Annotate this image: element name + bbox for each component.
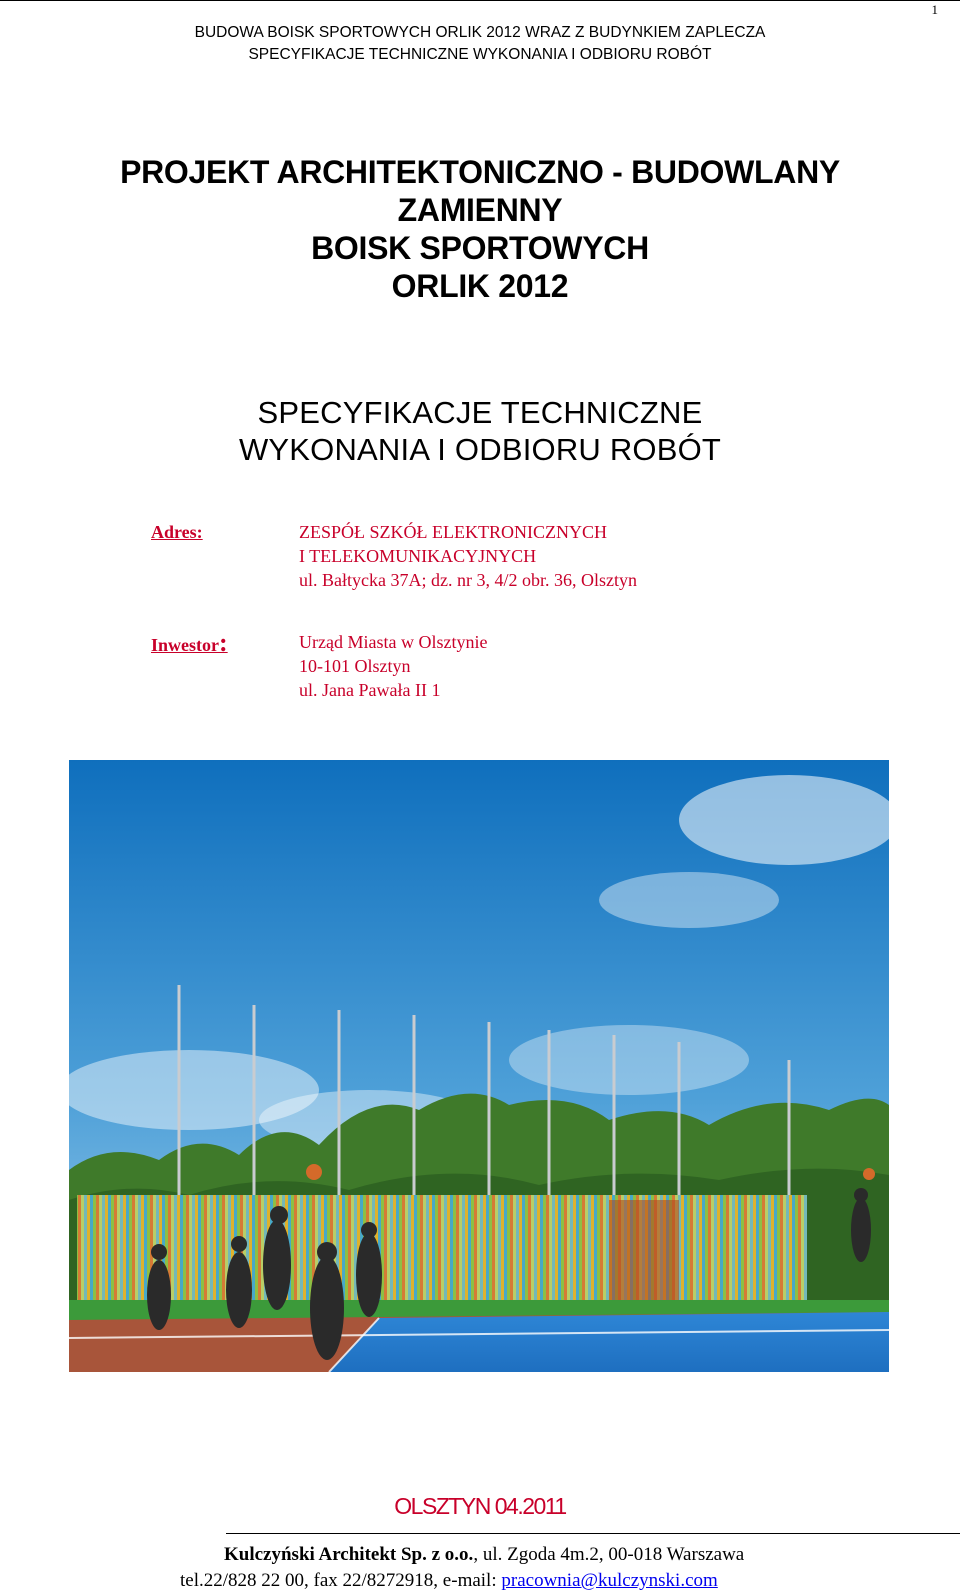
spec-title — [0, 394, 960, 468]
top-rule — [0, 0, 960, 1]
address-line-3: ul. Bałtycka 37A; dz. nr 3, 4/2 obr. 36, Olsztyn — [299, 570, 637, 590]
address-line-1: ZESPÓŁ SZKÓŁ ELEKTRONICZNYCH — [299, 522, 607, 542]
header-line-1: BUDOWA BOISK SPORTOWYCH ORLIK 2012 WRAZ Z BUDYNKIEM ZAPLECZA — [194, 24, 766, 41]
title-line-4: ORLIK 2012 — [391, 268, 569, 304]
city-date: OLSZTYN 04.2011 — [394, 1493, 566, 1519]
investor-label-text: Inwestor — [151, 635, 219, 655]
investor-label-colon: : — [219, 628, 228, 657]
investor-value — [299, 630, 487, 702]
header-line-2: SPECYFIKACJE TECHNICZNE WYKONANIA I ODBIORU ROBÓT — [248, 46, 712, 63]
title-line-3: BOISK SPORTOWYCH — [311, 230, 649, 266]
investor-line-3: ul. Jana Pawała II 1 — [299, 680, 441, 700]
address-value — [299, 520, 637, 592]
document-title — [0, 153, 960, 305]
page-number: 1 — [931, 2, 938, 17]
footer-company-name: Kulczyński Architekt Sp. z o.o. — [224, 1544, 474, 1565]
spec-line-1: SPECYFIKACJE TECHNICZNE — [257, 395, 703, 430]
sports-field-render-image — [69, 760, 889, 1372]
investor-line-2: 10-101 Olsztyn — [299, 656, 411, 676]
address-label: Adres: — [151, 522, 203, 542]
address-line-2: I TELEKOMUNIKACYJNYCH — [299, 546, 537, 566]
footer-email-link[interactable]: pracownia@kulczynski.com — [501, 1570, 718, 1591]
running-header — [0, 22, 960, 66]
footer-contact-text: tel.22/828 22 00, fax 22/8272918, e-mail: — [180, 1570, 502, 1591]
investor-line-1: Urząd Miasta w Olsztynie — [299, 632, 488, 652]
footer-company-address: , ul. Zgoda 4m.2, 00-018 Warszawa — [473, 1544, 745, 1565]
spec-line-2: WYKONANIA I ODBIORU ROBÓT — [238, 432, 722, 467]
title-line-2: ZAMIENNY — [397, 192, 563, 228]
footer-rule — [226, 1533, 960, 1534]
investor-label — [151, 628, 228, 658]
title-line-1: PROJEKT ARCHITEKTONICZNO - BUDOWLANY — [120, 154, 840, 190]
footer-company — [224, 1544, 744, 1566]
footer-contact — [180, 1570, 718, 1592]
